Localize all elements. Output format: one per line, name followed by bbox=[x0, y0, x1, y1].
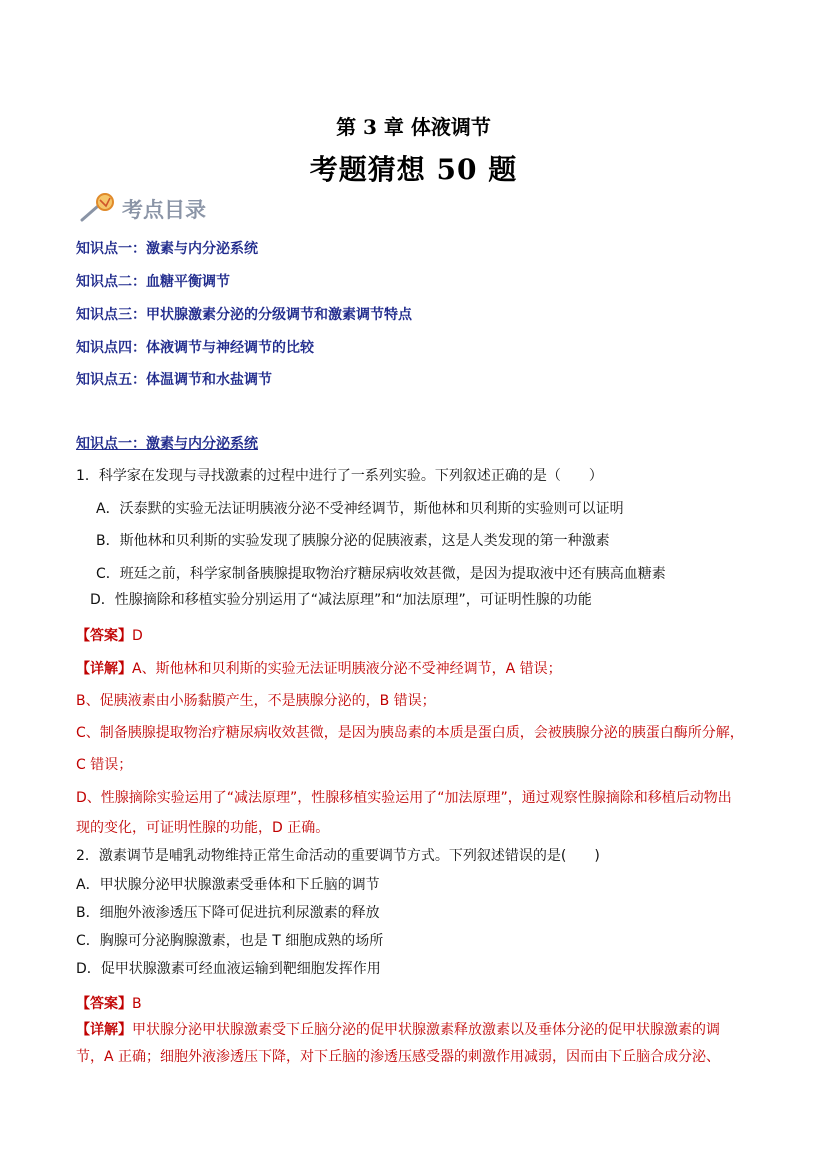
question-2-stem: 2．激素调节是哺乳动物维持正常生命活动的重要调节方式。下列叙述错误的是( ) bbox=[76, 848, 600, 864]
detail-label: 【详解】 bbox=[76, 1022, 132, 1038]
page-title: 考题猜想 50 题 bbox=[309, 153, 518, 186]
answer-value: B bbox=[132, 996, 142, 1012]
toc-item-1[interactable]: 知识点一：激素与内分泌系统 bbox=[76, 241, 258, 257]
toc-item-3[interactable]: 知识点三：甲状腺激素分泌的分级调节和激素调节特点 bbox=[76, 307, 412, 323]
question-1-option-b: B．斯他林和贝利斯的实验发现了胰腺分泌的促胰液素，这是人类发现的第一种激素 bbox=[96, 533, 610, 549]
question-1-answer bbox=[76, 625, 143, 645]
toc-item-4[interactable]: 知识点四：体液调节与神经调节的比较 bbox=[76, 340, 314, 356]
question-2-answer bbox=[76, 993, 142, 1013]
toc-item-5[interactable]: 知识点五：体温调节和水盐调节 bbox=[76, 372, 272, 388]
question-2-option-b: B．细胞外液渗透压下降可促进抗利尿激素的释放 bbox=[76, 905, 380, 921]
detail-text: A、斯他林和贝利斯的实验无法证明胰液分泌不受神经调节，A 错误； bbox=[132, 661, 562, 677]
question-2-detail-line-1 bbox=[76, 1019, 720, 1039]
question-1-detail-line-5: D、性腺摘除实验运用了“减法原理”，性腺移植实验运用了“加法原理”，通过观察性腺摘除和移植后动物出 bbox=[76, 790, 732, 806]
question-1-stem: 1．科学家在发现与寻找激素的过程中进行了一系列实验。下列叙述正确的是（ ） bbox=[76, 468, 603, 484]
question-2-detail-line-2: 节，A 正确；细胞外液渗透压下降，对下丘脑的渗透压感受器的刺激作用减弱，因而由下丘脑合成分泌、 bbox=[76, 1049, 721, 1065]
detail-text: 甲状腺分泌甲状腺激素受下丘脑分泌的促甲状腺激素释放激素以及垂体分泌的促甲状腺激素的调 bbox=[132, 1022, 720, 1038]
answer-value: D bbox=[132, 628, 143, 644]
question-2-option-c: C．胸腺可分泌胸腺激素，也是 T 细胞成熟的场所 bbox=[76, 933, 384, 949]
question-2-option-a: A．甲状腺分泌甲状腺激素受垂体和下丘脑的调节 bbox=[76, 877, 380, 893]
question-1-option-c: C．班廷之前，科学家制备胰腺提取物治疗糖尿病收效甚微，是因为提取液中还有胰高血糖素 bbox=[96, 566, 666, 582]
section-heading: 知识点一：激素与内分泌系统 bbox=[76, 436, 258, 452]
question-1-detail-line-3: C、制备胰腺提取物治疗糖尿病收效甚微，是因为胰岛素的本质是蛋白质，会被胰腺分泌的胰蛋白酶所分解， bbox=[76, 725, 744, 741]
question-1-detail-line-2: B、促胰液素由小肠黏膜产生，不是胰腺分泌的，B 错误； bbox=[76, 693, 436, 709]
detail-label: 【详解】 bbox=[76, 661, 132, 677]
question-1-detail-line-1 bbox=[76, 658, 562, 678]
question-1-option-d: D．性腺摘除和移植实验分别运用了“减法原理”和“加法原理”，可证明性腺的功能 bbox=[90, 592, 592, 608]
question-1-option-a: A．沃泰默的实验无法证明胰液分泌不受神经调节，斯他林和贝利斯的实验则可以证明 bbox=[96, 501, 624, 517]
question-1-detail-line-6: 现的变化，可证明性腺的功能，D 正确。 bbox=[76, 820, 330, 836]
magnifier-icon bbox=[78, 192, 118, 228]
toc-item-2[interactable]: 知识点二：血糖平衡调节 bbox=[76, 274, 230, 290]
question-2-option-d: D．促甲状腺激素可经血液运输到靶细胞发挥作用 bbox=[76, 961, 381, 977]
chapter-title: 第 3 章 体液调节 bbox=[336, 115, 491, 139]
toc-header bbox=[78, 192, 278, 226]
answer-label: 【答案】 bbox=[76, 628, 132, 644]
question-1-detail-line-4: C 错误； bbox=[76, 757, 133, 773]
answer-label: 【答案】 bbox=[76, 996, 132, 1012]
toc-label: 考点目录 bbox=[122, 198, 206, 222]
